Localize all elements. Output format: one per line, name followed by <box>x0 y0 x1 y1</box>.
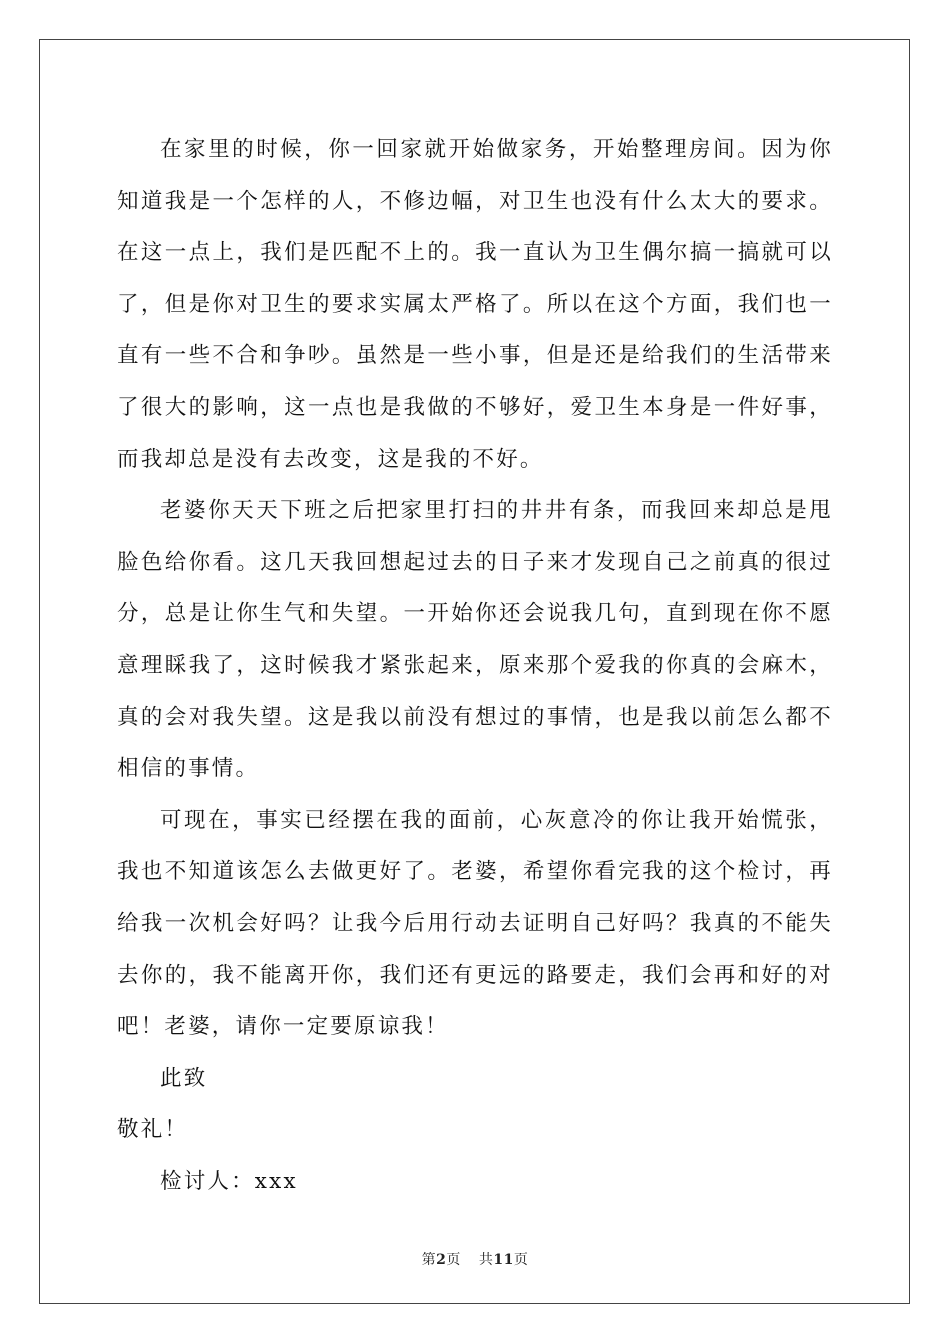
paragraph-2: 老婆你天天下班之后把家里打扫的井井有条，而我回来却总是甩脸色给你看。这几天我回想起过去的日子来才发现自己之前真的很过分，总是让你生气和失望。一开始你还会说我几句，直到现在你不愿意理睬我了，这时候我才紧张起来，原来那个爱我的你真的会麻木，真的会对我失望。这是我以前没有想过的事情，也是我以前怎么都不相信的事情。 <box>117 498 833 782</box>
salute-line: 敬礼！ <box>117 1117 189 1143</box>
page-suffix: 页 <box>446 1252 461 1268</box>
total-pages: 11 <box>493 1252 514 1268</box>
page-footer <box>0 1249 950 1269</box>
page-prefix: 第 <box>421 1252 437 1268</box>
paragraph-3: 可现在，事实已经摆在我的面前，心灰意冷的你让我开始慌张，我也不知道该怎么去做更好了。老婆，希望你看完我的这个检讨，再给我一次机会好吗？让我今后用行动去证明自己好吗？我真的不能失去你的，我不能离开你，我们还有更远的路要走，我们会再和好的对吧！老婆，请你一定要原谅我！ <box>117 807 833 1040</box>
total-suffix: 页 <box>513 1252 529 1268</box>
signature-line: 检讨人：xxx <box>160 1168 298 1194</box>
paragraph-1: 在家里的时候，你一回家就开始做家务，开始整理房间。因为你知道我是一个怎样的人，不修边幅，对卫生也没有什么太大的要求。在这一点上，我们是匹配不上的。我一直认为卫生偶尔搞一搞就可以了，但是你对卫生的要求实属太严格了。所以在这个方面，我们也一直有一些不合和争吵。虽然是一些小事，但是还是给我们的生活带来了很大的影响，这一点也是我做的不够好，爱卫生本身是一件好事，而我却总是没有去改变，这是我的不好。 <box>117 137 833 472</box>
document-body <box>117 124 833 1207</box>
total-prefix: 共 <box>478 1252 494 1268</box>
page-number: 2 <box>436 1252 447 1268</box>
closing-line: 此致 <box>160 1065 208 1091</box>
